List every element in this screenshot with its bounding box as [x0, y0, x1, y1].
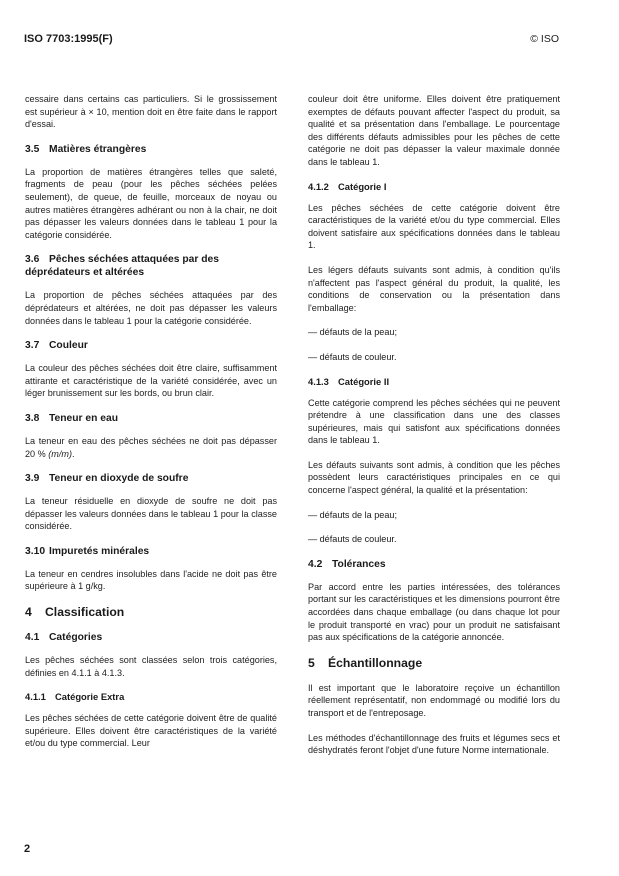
paragraph-3-8: [25, 435, 277, 460]
paragraph-3-9: La teneur résiduelle en dioxyde de soufre ne doit pas dépasser les valeurs données dans le tableau 1 pour la classe considérée.: [25, 496, 277, 532]
text: .: [72, 448, 75, 459]
paragraph-5-a: Il est important que le laboratoire reçoive un échantillon réellement représentatif, non endommagé ou modifié lors du transport et de l'entreposage.: [308, 682, 560, 718]
heading-3-8: [25, 412, 277, 425]
text: La teneur en eau des pêches séchées ne doit pas dépasser 20 %: [25, 435, 277, 459]
heading-3-5: [25, 143, 277, 156]
section-title: Échantillonnage: [328, 655, 423, 670]
section-number: 3.7: [25, 340, 40, 352]
list-item: — défauts de la peau;: [308, 509, 397, 520]
heading-3-9: [25, 472, 277, 485]
paragraph-4-1: Les pêches séchées sont classées selon trois catégories, définies en 4.1.1 à 4.1.3.: [25, 655, 277, 678]
paragraph-3-7: La couleur des pêches séchées doit être claire, suffisamment attirante et caractéristique de la variété considérée, avec un léger brunissement sur les bords, ou brun clair.: [25, 363, 277, 399]
heading-4: [25, 605, 277, 620]
section-number: 3.5: [25, 143, 40, 155]
heading-3-10: [25, 545, 277, 558]
section-title: Impuretés minérales: [49, 545, 150, 557]
paragraph-3-6: La proportion de pêches séchées attaquées par des déprédateurs et altérées, ne doit pas dépasser les valeurs données dans le tableau 1 pour la catégorie considérée.: [25, 290, 277, 326]
section-number: 4.2: [308, 558, 323, 570]
section-title-line-2: déprédateurs et altérées: [25, 267, 145, 279]
section-title: Teneur en dioxyde de soufre: [49, 473, 189, 485]
section-title: Classification: [45, 605, 125, 620]
section-number: 4.1.1: [25, 691, 46, 703]
paragraph-4-2: Par accord entre les parties intéressées, des tolérances portant sur les caractéristiques et les dimensions pourront être accordées dans chaque emballage (ou dans chaque lot pour le produit transporté en vrac) pour un produit ne satisfaisant pas aux spécifications de la catégorie annoncée.: [308, 581, 560, 643]
heading-3-6: [25, 253, 277, 279]
section-number: 3.8: [25, 412, 40, 424]
section-title-line-1: Pêches séchées attaquées par des: [49, 254, 219, 266]
continued-paragraph: cessaire dans certains cas particuliers. Si le grossissement est supérieur à × 10, mention doit en être faite dans le rapport d'essai.: [25, 94, 277, 130]
section-number: 3.9: [25, 473, 40, 485]
paragraph-4-1-2-b: Les légers défauts suivants sont admis, à condition qu'ils n'affectent pas l'aspect général du produit, la qualité, les conditions de conservation ou la présentation dans l'emballage:: [308, 264, 560, 313]
section-title: Catégorie Extra: [55, 691, 125, 703]
section-title: Couleur: [49, 340, 88, 352]
section-number: 4.1.3: [308, 375, 329, 387]
section-number: 4.1.2: [308, 180, 329, 192]
section-title: Teneur en eau: [49, 412, 119, 424]
copyright-mark: © ISO: [530, 33, 559, 45]
section-title: Catégories: [49, 632, 103, 644]
section-number: 4.1: [25, 632, 40, 644]
paragraph-5-b: Les méthodes d'échantillonnage des fruits et légumes secs et déshydratés feront l'objet d'une future Norme internationale.: [308, 732, 560, 756]
heading-4-1-3: [308, 376, 560, 388]
paragraph-3-5: La proportion de matières étrangères telles que saleté, fragments de peau (pour les pêches séchées pelées seulement), de queue, de feuille, morceaux de noyau ou autres matières étrangères adhérant ou non à la chair, ne doit pas dépasser les valeurs données dans le tableau 1 pour la catégorie considérée.: [25, 166, 277, 240]
section-title: Matières étrangères: [49, 143, 147, 155]
heading-4-1-1: [25, 691, 277, 703]
paragraph-3-10: La teneur en cendres insolubles dans l'acide ne doit pas être supérieure à 1 g/kg.: [25, 568, 277, 592]
heading-3-7: [25, 339, 277, 352]
unit: (m/m): [48, 448, 72, 459]
heading-4-1: [25, 631, 277, 644]
paragraph-4-1-3-a: Cette catégorie comprend les pêches séchées qui ne peuvent prétendre à une classification dans une des classes supérieures, mais qui satisfont aux spécifications données dans le tableau 1.: [308, 397, 560, 446]
list-item: — défauts de la peau;: [308, 327, 397, 338]
paragraph-4-1-3-b: Les défauts suivants sont admis, à condition que les pêches possèdent leurs caractéristiques principales en ce qui concerne l'aspect général, la qualité et la présentation:: [308, 459, 560, 496]
heading-5: [308, 656, 560, 671]
list-item: — défauts de couleur.: [308, 351, 397, 362]
heading-4-2: [308, 558, 560, 571]
paragraph-4-1-1: Les pêches séchées de cette catégorie doivent être de qualité supérieure. Elles doivent être caractéristiques de la variété et/ou du type commercial. Leur: [25, 713, 277, 749]
section-number: 4: [25, 605, 32, 620]
section-number: 3.6: [25, 254, 40, 266]
page-number: 2: [24, 843, 31, 855]
section-number: 5: [308, 655, 315, 670]
continued-paragraph: couleur doit être uniforme. Elles doivent être pratiquement exemptes de défauts pouvant affecter l'aspect du produit, sa qualité et sa présentation dans l'emballage. Le pourcentage des différents défauts admissibles pour les pêches de cette catégorie ne doit pas dépasser la valeur maximale donnée dans le tableau 1.: [308, 94, 560, 167]
list-item: — défauts de couleur.: [308, 534, 397, 545]
heading-4-1-2: [308, 181, 560, 193]
section-title: Catégorie II: [338, 375, 390, 387]
right-column: [308, 93, 560, 769]
standard-reference: ISO 7703:1995(F): [24, 33, 113, 45]
left-column: [25, 93, 277, 762]
section-number: 3.10: [25, 545, 46, 557]
section-title: Tolérances: [332, 558, 386, 570]
section-title: Catégorie I: [338, 180, 387, 192]
paragraph-4-1-2-a: Les pêches séchées de cette catégorie doivent être caractéristiques de la variété et/ou du type commercial. Elles doivent satisfaire aux spécifications données dans le tableau 1.: [308, 202, 560, 251]
